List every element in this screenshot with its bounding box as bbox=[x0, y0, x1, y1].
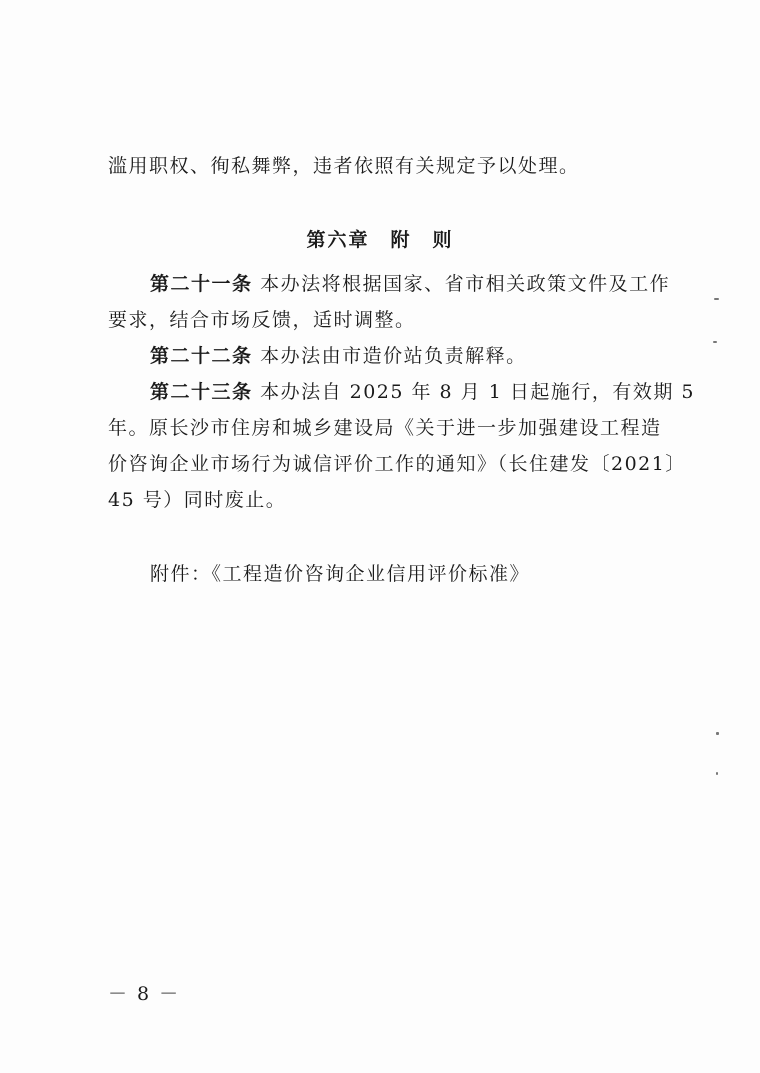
article-22-line bbox=[150, 342, 527, 370]
body-line: 价咨询企业市场行为诚信评价工作的通知》（长住建发〔2021〕 bbox=[108, 453, 686, 475]
body-line: 滥用职权、徇私舞弊，违者依照有关规定予以处理。 bbox=[108, 155, 580, 177]
body-line: 45 号）同时废止。 bbox=[108, 489, 287, 511]
article-21-label: 第二十一条 bbox=[150, 273, 253, 295]
article-21-text: 本办法将根据国家、省市相关政策文件及工作 bbox=[260, 273, 671, 295]
scan-speck bbox=[716, 732, 719, 735]
article-23-label: 第二十三条 bbox=[150, 381, 253, 403]
article-23-text: 本办法自 2025 年 8 月 1 日起施行，有效期 5 bbox=[260, 381, 695, 403]
scan-speck bbox=[716, 772, 718, 775]
scan-speck bbox=[713, 341, 717, 343]
article-23-first-line bbox=[150, 378, 695, 406]
chapter-heading: 第六章 附 则 bbox=[306, 229, 454, 251]
article-21-first-line bbox=[150, 270, 670, 298]
attachment-line: 附件：《工程造价咨询企业信用评价标准》 bbox=[150, 563, 531, 585]
body-line: 年。原长沙市住房和城乡建设局《关于进一步加强建设工程造 bbox=[108, 417, 662, 439]
scan-speck bbox=[714, 298, 719, 300]
page-number: － 8 － bbox=[108, 983, 181, 1005]
body-line: 要求，结合市场反馈，适时调整。 bbox=[108, 309, 416, 331]
article-22-text: 本办法由市造价站负责解释。 bbox=[260, 345, 527, 367]
article-22-label: 第二十二条 bbox=[150, 345, 253, 367]
